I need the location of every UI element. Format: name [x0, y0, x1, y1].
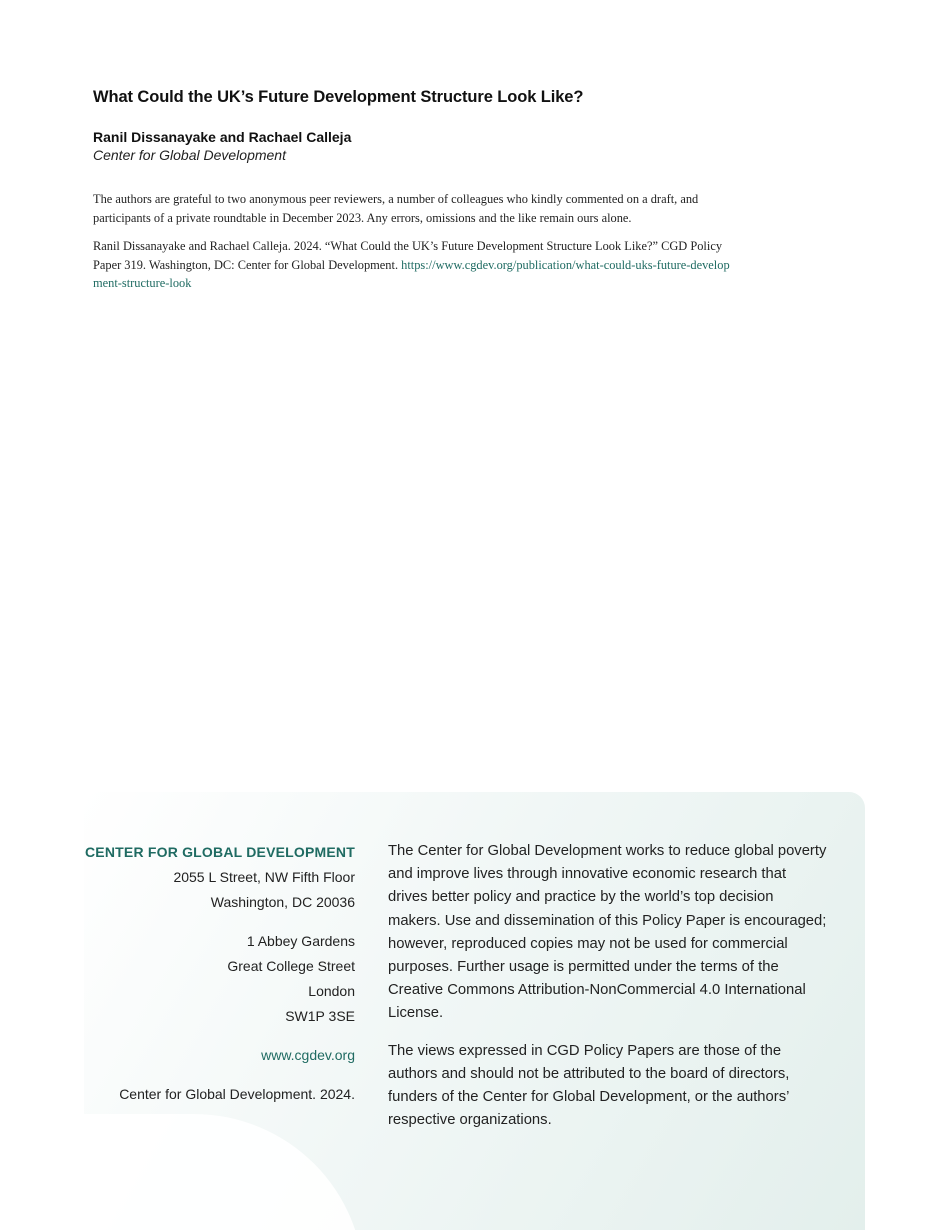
org-name: CENTER FOR GLOBAL DEVELOPMENT	[85, 844, 355, 860]
publisher-info-panel	[84, 792, 865, 1230]
document-title: What Could the UK’s Future Development Structure Look Like?	[93, 88, 584, 106]
contact-column	[84, 840, 355, 1107]
us-address	[84, 865, 355, 915]
address-line: Washington, DC 20036	[210, 894, 355, 910]
address-line: Great College Street	[227, 958, 355, 974]
copyright-text: Center for Global Development. 2024.	[119, 1086, 355, 1102]
address-line: 2055 L Street, NW Fifth Floor	[173, 869, 355, 885]
about-column	[388, 840, 828, 1146]
address-line: London	[308, 983, 355, 999]
address-line: 1 Abbey Gardens	[246, 933, 355, 949]
citation-text: Ranil Dissanayake and Rachael Calleja. 2024. “What Could the UK’s Future Development Structure Look Like?” CGD Policy Paper 319. Washington, DC: Center for Global Development.	[93, 239, 723, 272]
disclaimer-text: The views expressed in CGD Policy Papers are those of the authors and should not be attributed to the board of directors, funders of the Center for Global Development, or the authors’ respective organizations.	[388, 1042, 790, 1129]
title-page-header	[93, 88, 733, 293]
about-text: The Center for Global Development works to reduce global poverty and improve lives through innovative economic research that drives better policy and practice by the world’s top decision makers. Use and dissemination of this Policy Paper is encouraged; however, reproduced copies may not be used for commercial purposes. Further usage is permitted under the terms of the Creative Commons Attribution-NonCommercial 4.0 International License.	[388, 843, 827, 1022]
uk-address	[84, 929, 355, 1029]
acknowledgement-text: The authors are grateful to two anonymous peer reviewers, a number of colleagues who kindly commented on a draft, and participants of a private roundtable in December 2023. Any errors, omissions and the like remain ours alone.	[93, 192, 699, 225]
citation-paragraph	[93, 237, 733, 293]
address-line: SW1P 3SE	[285, 1008, 355, 1024]
citation-link[interactable]: https://www.cgdev.org/publication/what-could-uks-future-development-structure-look	[93, 257, 730, 291]
website-link[interactable]: www.cgdev.org	[261, 1047, 355, 1063]
author-names: Ranil Dissanayake and Rachael Calleja	[93, 129, 352, 145]
decorative-swoosh	[84, 1114, 364, 1230]
author-affiliation: Center for Global Development	[93, 147, 286, 163]
